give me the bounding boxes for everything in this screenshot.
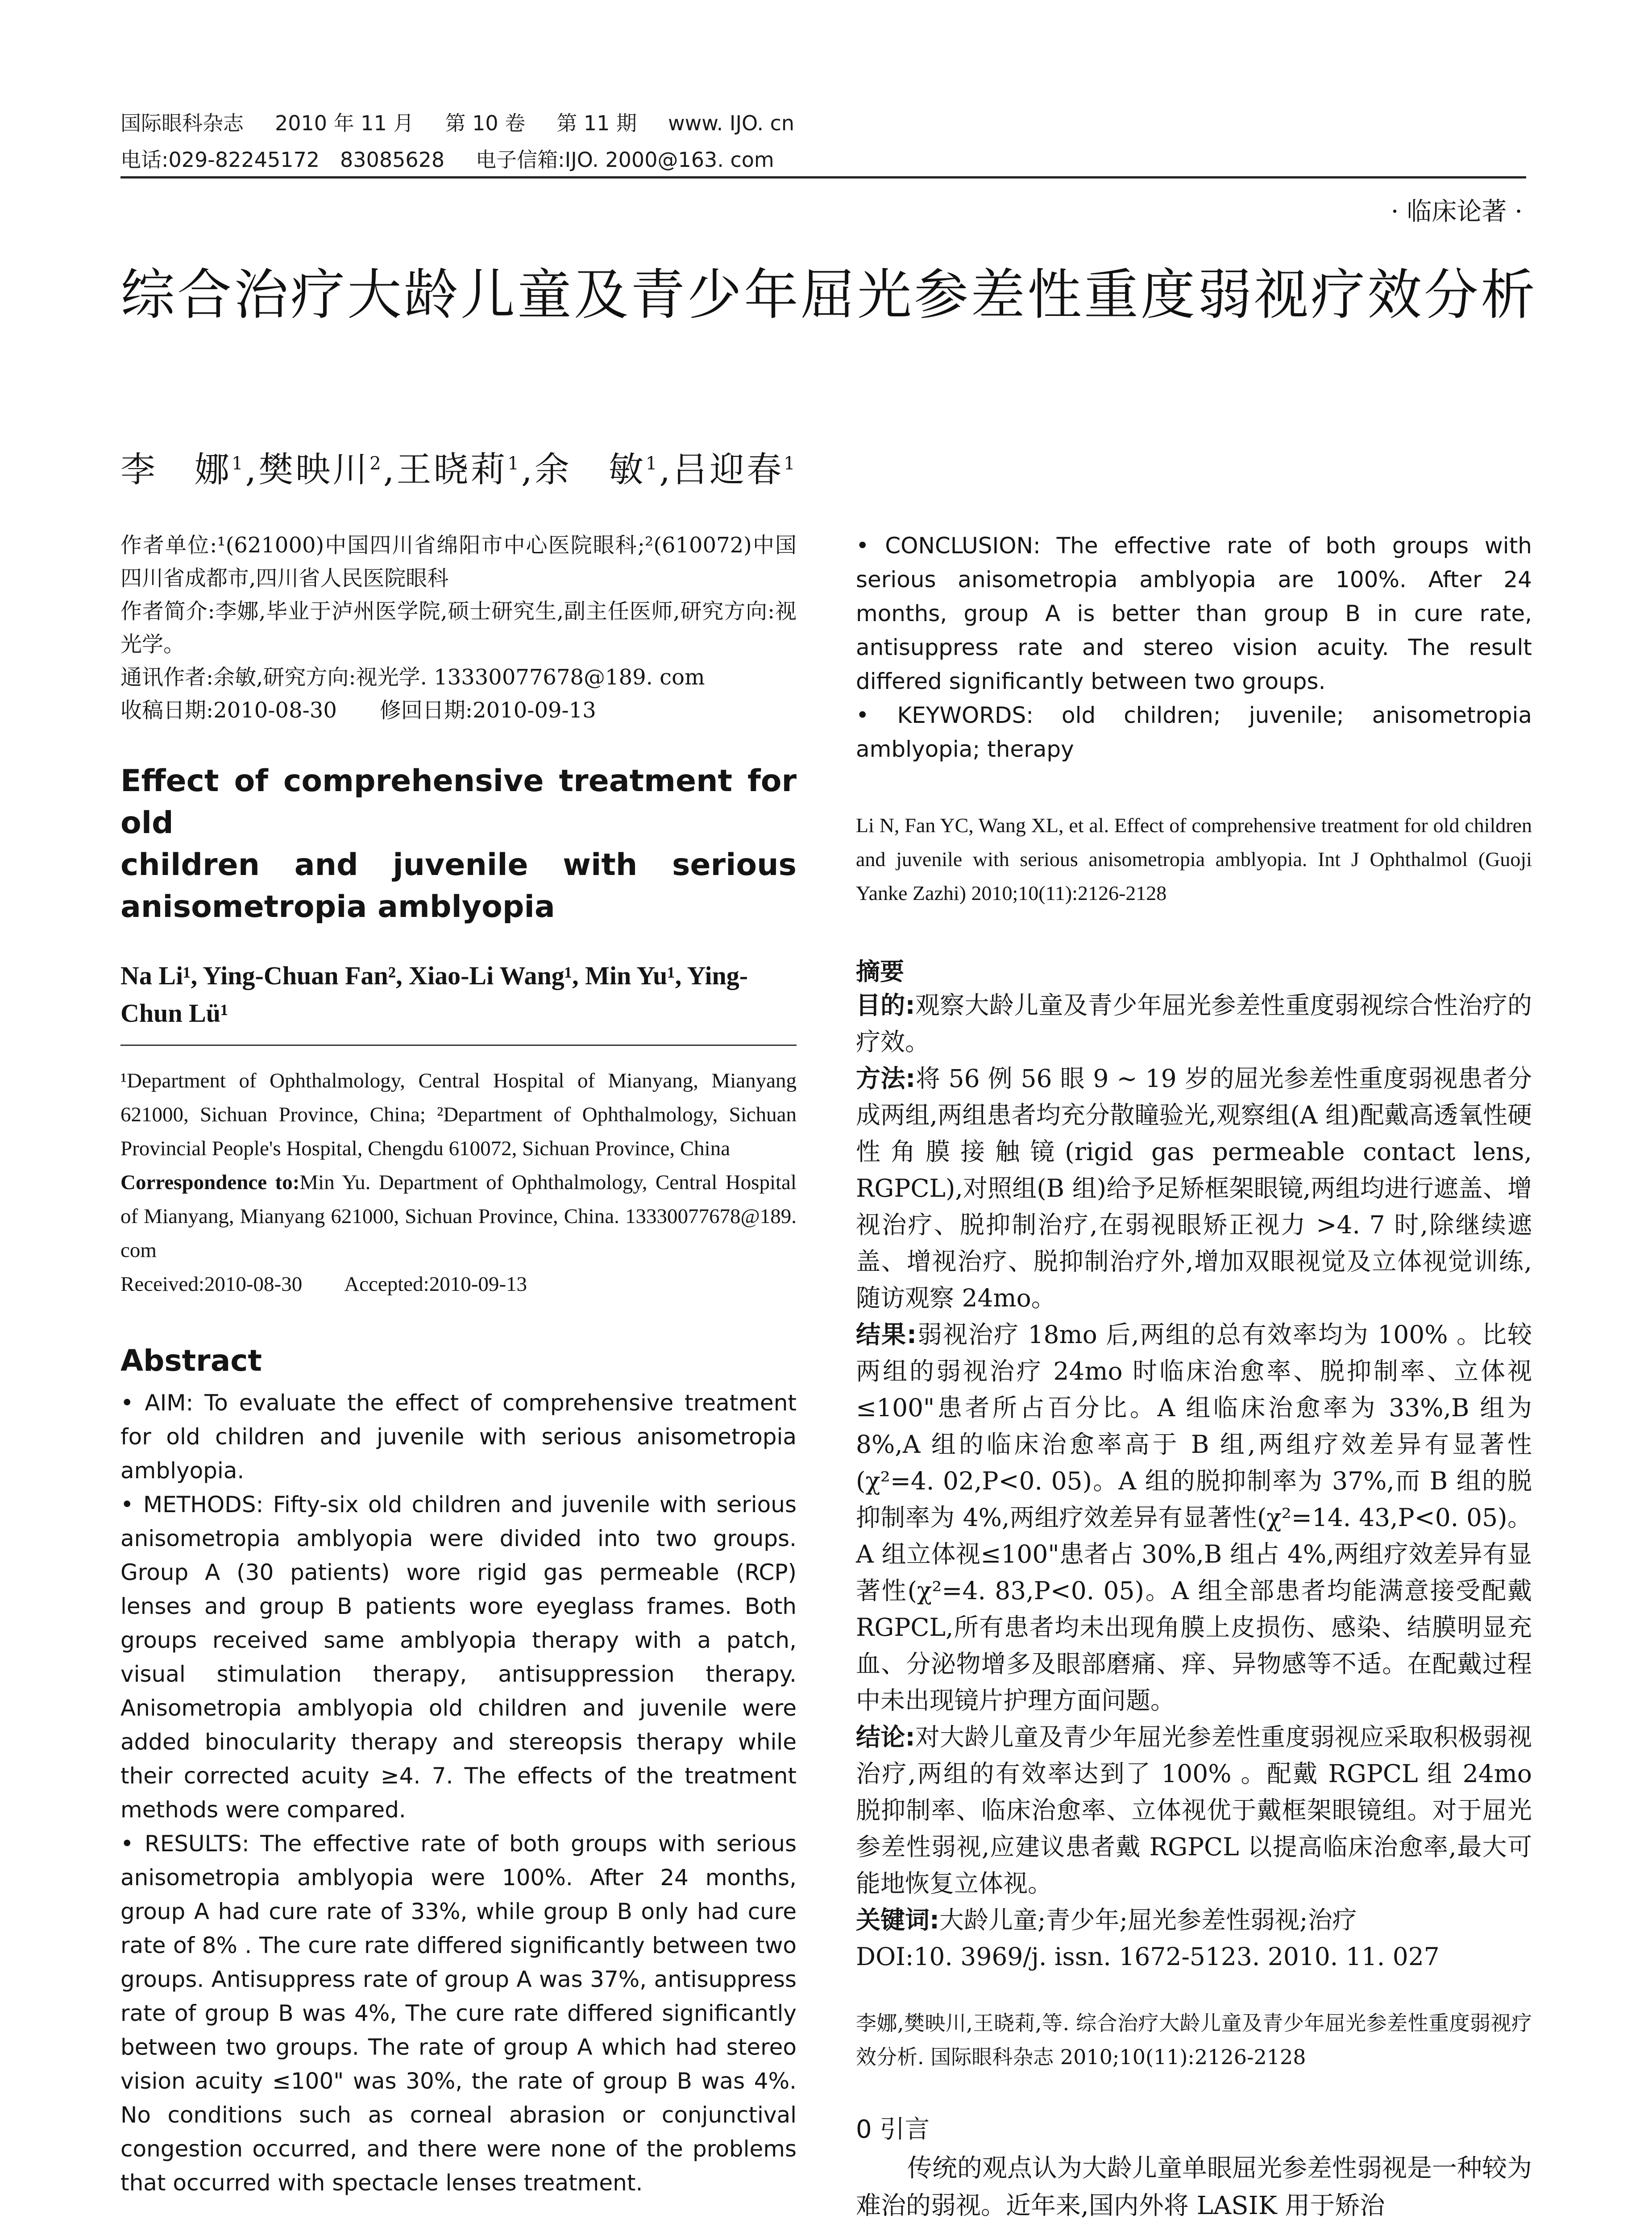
dates-en: Received:2010-08-30 Accepted:2010-09-13	[120, 1273, 527, 1296]
journal-phone: 电话:029-82245172 83085628	[120, 148, 445, 172]
abstract-cn-results: 结果:弱视治疗 18mo 后,两组的总有效率均为 100% 。比较两组的弱视治疗 24mo 时临床治愈率、脱抑制率、立体视≤100"患者所占百分比。A 组临床治愈率为 33%,B 组为 8%,A 组的临床治愈率高于 B 组,两组疗效差异有显著性(χ²=4. 02,P<0. 05)。A 组的脱抑制率为 37%,而 B 组的脱抑制率为 4%,两组疗效差异有显著性(χ²=14. 43,P<0. 05)。A 组立体视≤100"患者占 30%,B 组占 4%,两组疗效差异有显著性(χ²=4. 83,P<0. 05)。A 组全部患者均能满意接受配戴 RGPCL,所有患者均未出现角膜上皮损伤、感染、结膜明显充血、分泌物增多及眼部磨痛、痒、异物感等不适。在配戴过程中未出现镜片护理方面问题。	[856, 1320, 1532, 1715]
methods-label: 方法:	[856, 1064, 916, 1093]
article-title-cn: 综合治疗大龄儿童及青少年屈光参差性重度弱视疗效分析	[120, 263, 1537, 327]
correspondence-cn: 通讯作者:余敏,研究方向:视光学. 13330077678@189. com	[120, 665, 705, 690]
citation-en: Li N, Fan YC, Wang XL, et al. Effect of comprehensive treatment for old children and juvenile with serious anisometropia amblyopia. Int J Ophthalmol (Guoji Yanke Zazhi) 2010;10(11):2126-2128	[856, 814, 1532, 904]
citation-cn: 李娜,樊映川,王晓莉,等. 综合治疗大龄儿童及青少年屈光参差性重度弱视疗效分析. 国际眼科杂志 2010;10(11):2126-2128	[856, 2011, 1532, 2069]
volume: 第 10 卷	[445, 111, 526, 135]
intro-heading: 0 引言	[856, 2115, 930, 2144]
results-label: 结果:	[856, 1320, 917, 1349]
abstract-keywords: • KEYWORDS: old children; juvenile; anisometropia amblyopia; therapy	[856, 702, 1532, 762]
affiliation-cn	[120, 529, 797, 727]
column-tag: · 临床论著 ·	[1391, 197, 1523, 226]
abstract-en-cont	[856, 529, 1532, 766]
author-cn: 李 娜	[120, 450, 232, 490]
journal-contact	[120, 144, 805, 173]
abstract-aim: • AIM: To evaluate the effect of comprehensive treatment for old children and juvenile with serious anisometropia amblyopia.	[120, 1390, 797, 1484]
abstract-en	[120, 1386, 797, 2200]
right-column	[856, 529, 1532, 2225]
title-en-line: children and juvenile with serious	[120, 847, 797, 883]
correspondence-text: Min Yu. Department of Ophthalmology, Central Hospital of Mianyang, Mianyang 621000, Sichuan Province, China. 13330077678@189. com	[120, 1171, 797, 1262]
journal-email[interactable]: 电子信箱:IJO. 2000@163. com	[476, 148, 774, 172]
author-cn: 樊映川	[258, 450, 370, 490]
author-cn: 吕迎春	[672, 450, 784, 490]
author-bio: 作者简介:李娜,毕业于泸州医学院,硕士研究生,副主任医师,研究方向:视光学。	[120, 599, 797, 657]
left-column	[120, 529, 797, 2200]
affiliation-en	[120, 1064, 797, 1301]
correspondence-label: Correspondence to:	[120, 1171, 300, 1194]
abstract-conclusion: • CONCLUSION: The effective rate of both groups with serious anisometropia amblyopia are 100%. After 24 months, group A is better than group B in cure rate, antisuppress rate and stereo vision acuity. The result differed significantly between two groups.	[856, 533, 1532, 694]
authors-rule	[120, 1045, 797, 1046]
abstract-results: • RESULTS: The effective rate of both groups with serious anisometropia amblyopia were 100%. After 24 months, group A had cure rate of 33%, while group B only had cure rate of 8% . The cure rate differed significantly between two groups. Antisuppress rate of group A was 37%, antisuppress rate of group B was 4%, The cure rate differed significantly between two groups. The rate of group A which had stereo vision acuity ≤100" was 30%, the rate of group B was 4%. No conditions such as corneal abrasion or conjunctival congestion occurred, and there were none of the problems that occurred with spectacle lenses treatment.	[120, 1831, 797, 2196]
abstract-methods: • METHODS: Fifty-six old children and juvenile with serious anisometropia amblyopia were divided into two groups. Group A (30 patients) wore rigid gas permeable (RCP) lenses and group B patients wore eyeglass frames. Both groups received same amblyopia therapy with a patch, visual stimulation therapy, antisuppression therapy. Anisometropia amblyopia old children and juvenile were added binocularity therapy and stereopsis therapy while their corrected acuity ≥4. 7. The effects of the treatment methods were compared.	[120, 1492, 797, 1823]
issue-date: 2010 年 11 月	[275, 111, 414, 135]
doi[interactable]: DOI:10. 3969/j. issn. 1672-5123. 2010. 11. 027	[856, 1942, 1440, 1971]
authors-cn: 李 娜$^1$,樊映川$^2$,王晓莉$^1$,余 敏$^1$,吕迎春$^1$	[120, 450, 797, 490]
conclusion-label: 结论:	[856, 1723, 915, 1751]
journal-website[interactable]: www. IJO. cn	[668, 111, 795, 135]
correspondence-en	[120, 1165, 797, 1267]
abstract-cn-methods: 方法:将 56 例 56 眼 9 ~ 19 岁的屈光参差性重度弱视患者分成两组,两组患者均充分散瞳验光,观察组(A 组)配戴高透氧性硬性角膜接触镜(rigid gas permeable contact lens, RGPCL),对照组(B 组)给予足矫框架眼镜,两组均进行遮盖、增视治疗、脱抑制治疗,在弱视眼矫正视力 >4. 7 时,除继续遮盖、增视治疗、脱抑制治疗外,增加双眼视觉及立体视觉训练,随访观察 24mo。	[856, 1064, 1532, 1312]
header-rule	[120, 176, 1526, 178]
abstract-cn-conclusion: 结论:对大龄儿童及青少年屈光参差性重度弱视应采取积极弱视治疗,两组的有效率达到了 100% 。配戴 RGPCL 组 24mo 脱抑制率、临床治愈率、立体视优于戴框架眼镜组。对于屈光参差性弱视,应建议患者戴 RGPCL 以提高临床治愈率,最大可能地恢复立体视。	[856, 1723, 1532, 1898]
author-cn: 余 敏	[534, 450, 646, 490]
article-title-en	[120, 760, 797, 928]
authors-en: Na Li¹, Ying-Chuan Fan², Xiao-Li Wang¹, Min Yu¹, Ying-Chun Lü¹	[120, 961, 748, 1028]
journal-header	[120, 107, 826, 137]
author-cn: 王晓莉	[396, 450, 508, 490]
intro-text: 传统的观点认为大龄儿童单眼屈光参差性弱视是一种较为难治的弱视。近年来,国内外将 LASIK 用于矫治	[856, 2154, 1532, 2220]
journal-name: 国际眼科杂志	[120, 111, 244, 135]
abstract-cn-heading: 摘要	[856, 958, 904, 986]
keywords-label: 关键词:	[856, 1906, 939, 1934]
title-en-line: Effect of comprehensive treatment for old	[120, 763, 797, 841]
abstract-cn-keywords: 关键词:大龄儿童;青少年;屈光参差性弱视;治疗	[856, 1906, 1357, 1934]
affiliation-dept: ¹Department of Ophthalmology, Central Hospital of Mianyang, Mianyang 621000, Sichuan Province, China; ²Department of Ophthalmology, Sichuan Provincial People's Hospital, Chengdu 610072, Sichuan Province, China	[120, 1069, 797, 1160]
issue: 第 11 期	[556, 111, 637, 135]
abstract-heading: Abstract	[120, 1344, 262, 1378]
dates-cn: 收稿日期:2010-08-30 修回日期:2010-09-13	[120, 698, 596, 723]
abstract-cn-aim: 目的:观察大龄儿童及青少年屈光参差性重度弱视综合性治疗的疗效。	[856, 991, 1532, 1056]
abstract-cn	[856, 987, 1532, 1975]
aim-label: 目的:	[856, 991, 915, 1020]
title-en-line: anisometropia amblyopia	[120, 889, 555, 925]
affiliation-unit: 作者单位:¹(621000)中国四川省绵阳市中心医院眼科;²(610072)中国四川省成都市,四川省人民医院眼科	[120, 533, 797, 591]
